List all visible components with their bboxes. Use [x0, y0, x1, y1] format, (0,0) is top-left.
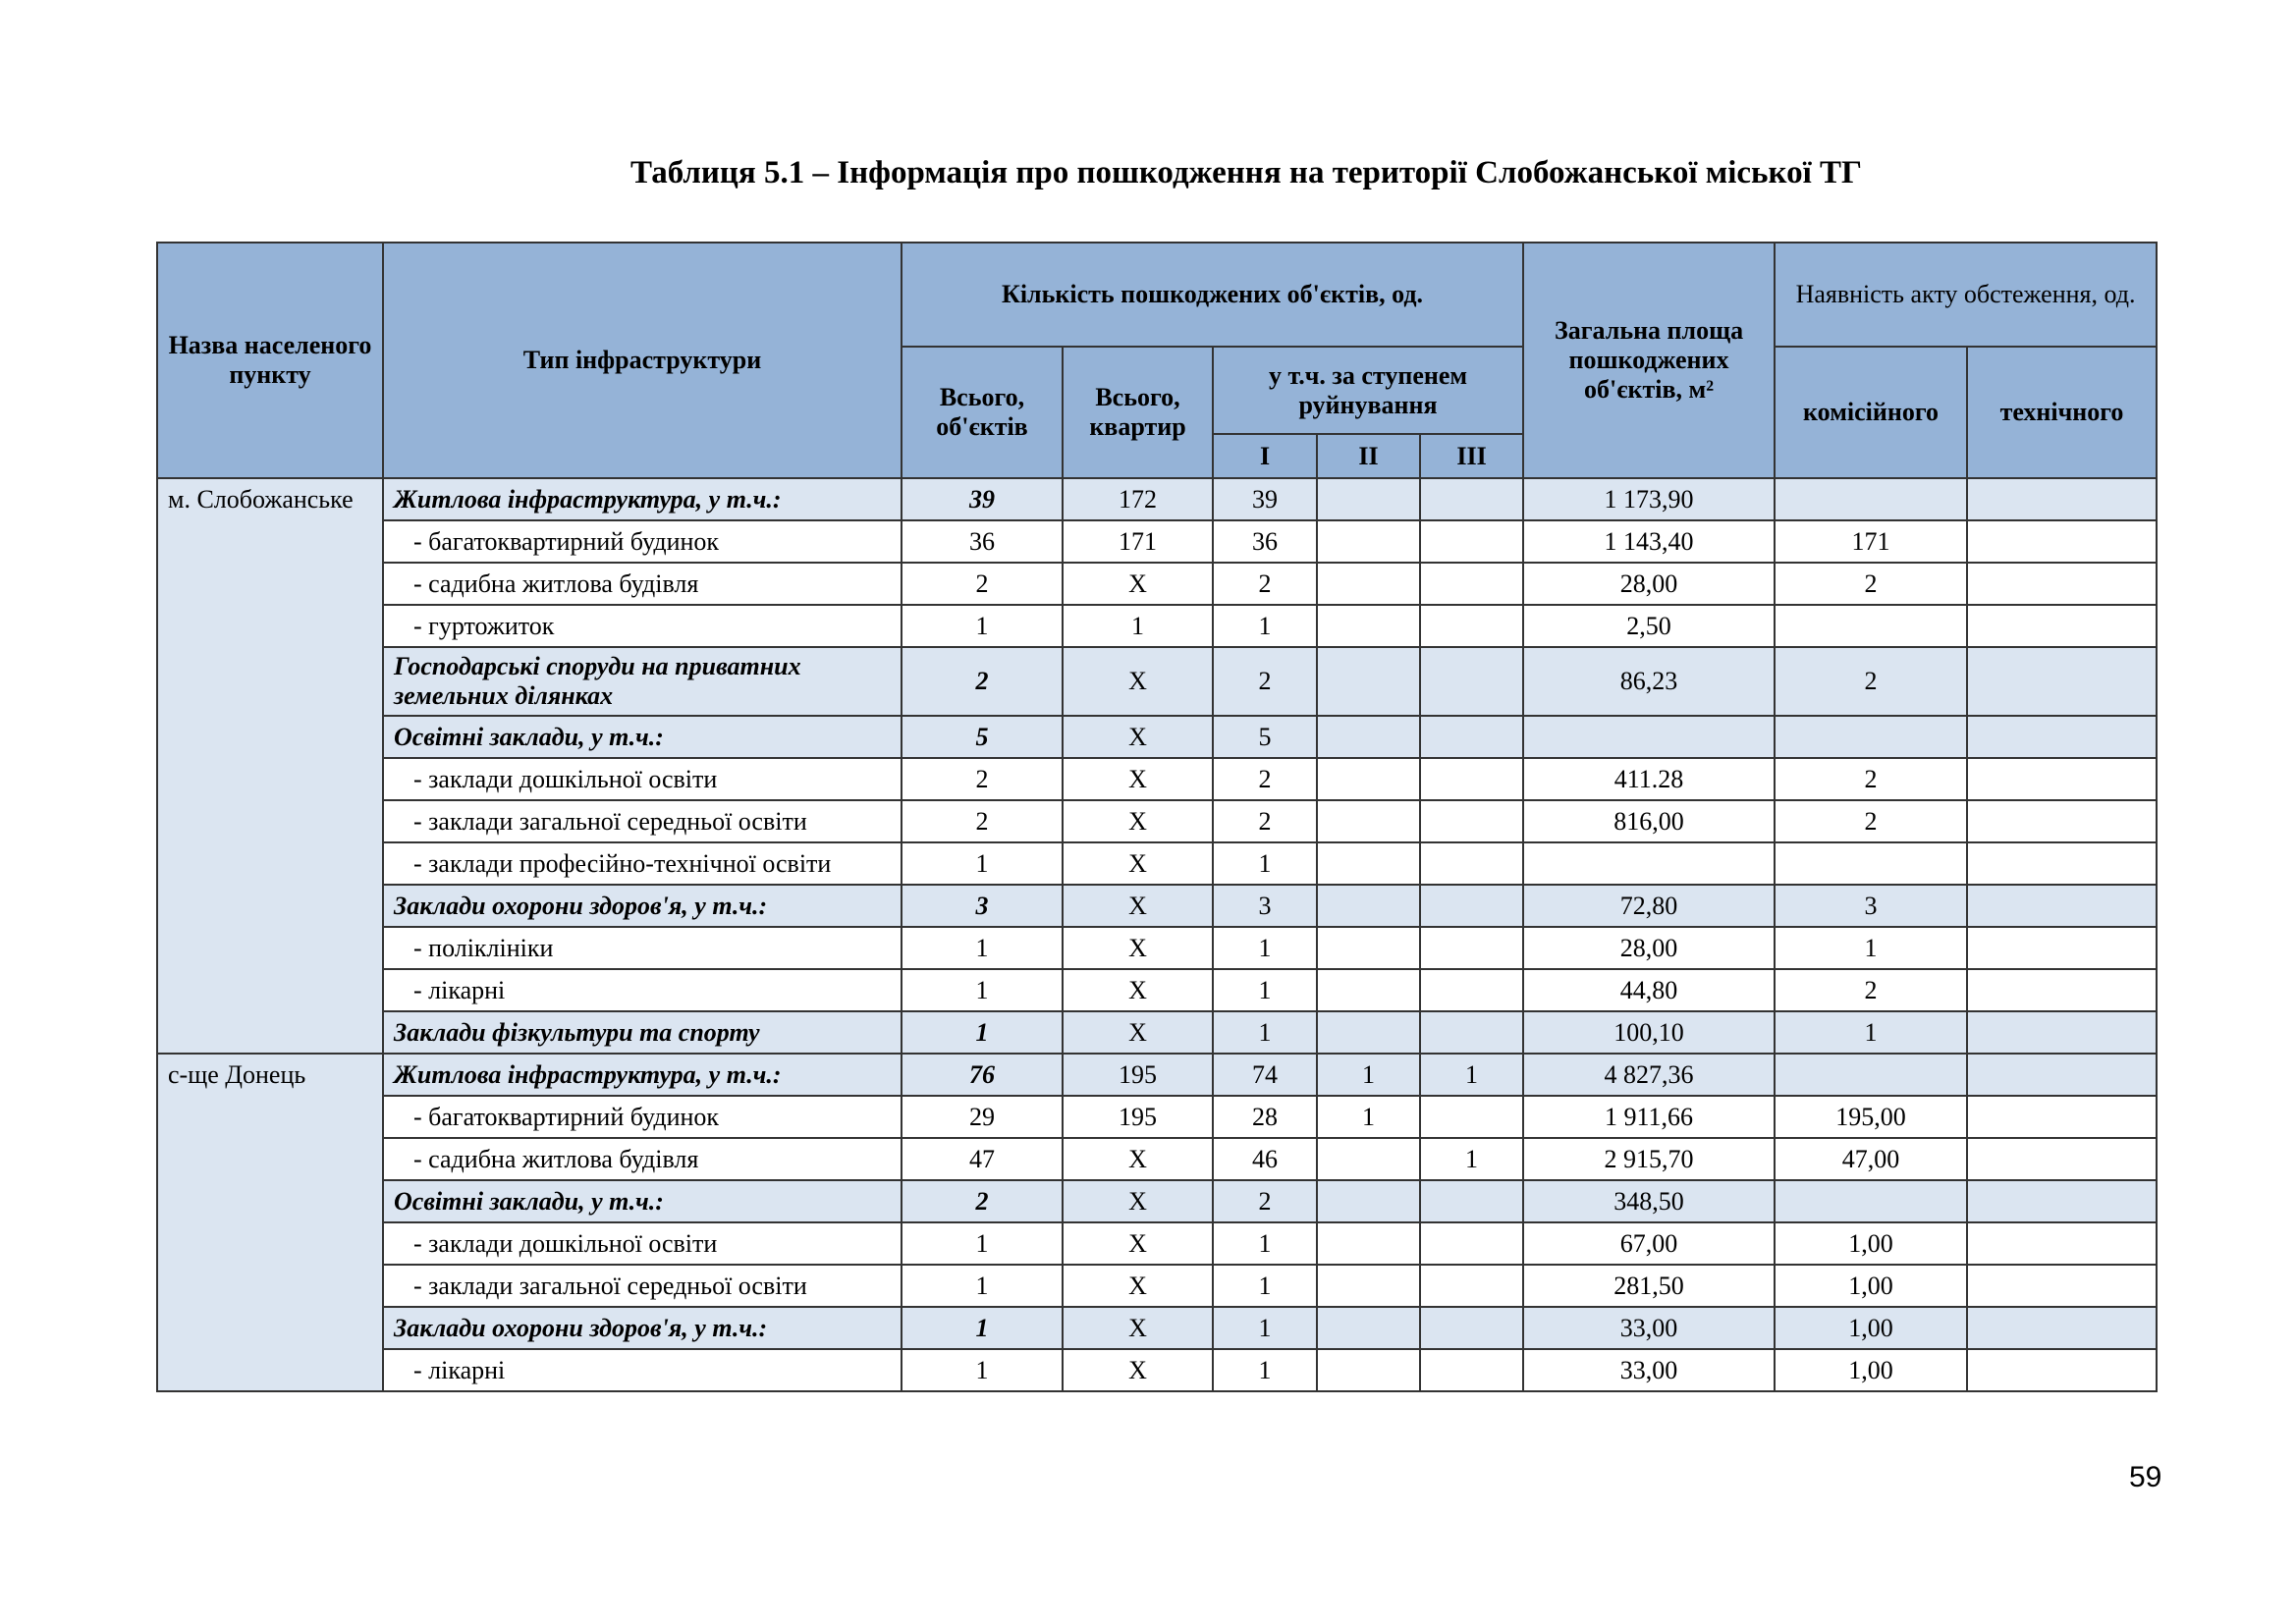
cell-commission: 2: [1775, 563, 1967, 605]
cell-d1: 2: [1213, 1180, 1317, 1222]
cell-d3: [1420, 520, 1523, 563]
cell-apartments: Х: [1063, 1138, 1213, 1180]
cell-technical: [1967, 1307, 2157, 1349]
cell-area: [1523, 842, 1775, 885]
cell-technical: [1967, 842, 2157, 885]
cell-d2: [1317, 969, 1420, 1011]
cell-d2: [1317, 1222, 1420, 1265]
cell-technical: [1967, 647, 2157, 716]
cell-d1: 1: [1213, 1222, 1317, 1265]
infrastructure-type: Житлова інфраструктура, у т.ч.:: [383, 1054, 902, 1096]
cell-commission: 1,00: [1775, 1265, 1967, 1307]
cell-d3: [1420, 758, 1523, 800]
cell-d1: 2: [1213, 647, 1317, 716]
infrastructure-type: Заклади охорони здоров'я, у т.ч.:: [383, 1307, 902, 1349]
table-row: [157, 1222, 2157, 1265]
cell-d2: [1317, 885, 1420, 927]
cell-apartments: Х: [1063, 1180, 1213, 1222]
cell-total: 1: [902, 927, 1063, 969]
cell-apartments: Х: [1063, 1222, 1213, 1265]
cell-area: 411.28: [1523, 758, 1775, 800]
table-row: [157, 1138, 2157, 1180]
cell-d2: [1317, 927, 1420, 969]
cell-area: 28,00: [1523, 563, 1775, 605]
cell-total: 1: [902, 1222, 1063, 1265]
table-row: [157, 1054, 2157, 1096]
cell-d1: 74: [1213, 1054, 1317, 1096]
infrastructure-type: - садибна житлова будівля: [383, 1138, 902, 1180]
cell-technical: [1967, 478, 2157, 520]
infrastructure-type: - багатоквартирний будинок: [383, 1096, 902, 1138]
cell-apartments: Х: [1063, 1011, 1213, 1054]
header-degree-group: у т.ч. за ступенем руйнування: [1213, 347, 1523, 434]
cell-total: 1: [902, 1011, 1063, 1054]
cell-technical: [1967, 1349, 2157, 1391]
cell-apartments: Х: [1063, 885, 1213, 927]
cell-d2: [1317, 1180, 1420, 1222]
cell-commission: [1775, 605, 1967, 647]
cell-commission: [1775, 478, 1967, 520]
cell-d2: [1317, 520, 1420, 563]
cell-d1: 5: [1213, 716, 1317, 758]
cell-total: 2: [902, 647, 1063, 716]
cell-d2: 1: [1317, 1096, 1420, 1138]
cell-d1: 1: [1213, 842, 1317, 885]
cell-technical: [1967, 716, 2157, 758]
cell-d3: [1420, 969, 1523, 1011]
header-area: Загальна площа пошкоджених об'єктів, м²: [1523, 243, 1775, 478]
cell-d1: 1: [1213, 1349, 1317, 1391]
cell-apartments: Х: [1063, 647, 1213, 716]
cell-d2: [1317, 1307, 1420, 1349]
cell-total: 1: [902, 969, 1063, 1011]
damage-table: [156, 242, 2158, 1392]
cell-technical: [1967, 758, 2157, 800]
header-total-objects: Всього, об'єктів: [902, 347, 1063, 478]
cell-technical: [1967, 605, 2157, 647]
cell-total: 1: [902, 1349, 1063, 1391]
cell-technical: [1967, 1265, 2157, 1307]
cell-area: 281,50: [1523, 1265, 1775, 1307]
cell-technical: [1967, 927, 2157, 969]
table-row: [157, 758, 2157, 800]
infrastructure-type: - заклади загальної середньої освіти: [383, 800, 902, 842]
cell-commission: 2: [1775, 647, 1967, 716]
cell-total: 1: [902, 605, 1063, 647]
header-act-commission: комісійного: [1775, 347, 1967, 478]
cell-area: 1 143,40: [1523, 520, 1775, 563]
cell-d2: [1317, 716, 1420, 758]
header-type: Тип інфраструктури: [383, 243, 902, 478]
cell-commission: 1: [1775, 1011, 1967, 1054]
cell-area: 1 173,90: [1523, 478, 1775, 520]
cell-d3: [1420, 1222, 1523, 1265]
header-settlement: Назва населеного пункту: [157, 243, 383, 478]
cell-area: 33,00: [1523, 1349, 1775, 1391]
cell-area: 2 915,70: [1523, 1138, 1775, 1180]
cell-d3: [1420, 1349, 1523, 1391]
table-row: [157, 842, 2157, 885]
cell-d1: 1: [1213, 1307, 1317, 1349]
cell-total: 36: [902, 520, 1063, 563]
infrastructure-type: - багатоквартирний будинок: [383, 520, 902, 563]
cell-d3: [1420, 1265, 1523, 1307]
cell-technical: [1967, 563, 2157, 605]
cell-commission: 1,00: [1775, 1349, 1967, 1391]
table-row: [157, 605, 2157, 647]
cell-total: 2: [902, 800, 1063, 842]
page-number: 59: [2129, 1461, 2162, 1493]
table-row: [157, 927, 2157, 969]
cell-area: 86,23: [1523, 647, 1775, 716]
infrastructure-type: - гуртожиток: [383, 605, 902, 647]
cell-commission: 47,00: [1775, 1138, 1967, 1180]
infrastructure-type: - заклади дошкільної освіти: [383, 1222, 902, 1265]
table-row: [157, 1180, 2157, 1222]
cell-commission: 1: [1775, 927, 1967, 969]
cell-commission: 3: [1775, 885, 1967, 927]
cell-area: 2,50: [1523, 605, 1775, 647]
cell-d3: [1420, 800, 1523, 842]
cell-technical: [1967, 1054, 2157, 1096]
cell-commission: 2: [1775, 969, 1967, 1011]
cell-total: 1: [902, 1265, 1063, 1307]
cell-d1: 2: [1213, 800, 1317, 842]
header-degree-1: І: [1213, 434, 1317, 478]
cell-d1: 28: [1213, 1096, 1317, 1138]
cell-total: 39: [902, 478, 1063, 520]
table-row: [157, 1096, 2157, 1138]
cell-apartments: Х: [1063, 1265, 1213, 1307]
infrastructure-type: Заклади фізкультури та спорту: [383, 1011, 902, 1054]
cell-area: 816,00: [1523, 800, 1775, 842]
table-row: [157, 969, 2157, 1011]
cell-d1: 1: [1213, 1011, 1317, 1054]
cell-commission: 2: [1775, 758, 1967, 800]
cell-total: 5: [902, 716, 1063, 758]
table-row: [157, 800, 2157, 842]
cell-d2: [1317, 478, 1420, 520]
cell-d1: 1: [1213, 927, 1317, 969]
cell-apartments: 1: [1063, 605, 1213, 647]
table-row: [157, 563, 2157, 605]
settlement-name: с-ще Донець: [157, 1054, 383, 1391]
table-title: Таблиця 5.1 – Інформація про пошкодження на території Слобожанської міської ТГ: [630, 155, 1862, 190]
cell-d1: 2: [1213, 758, 1317, 800]
infrastructure-type: - садибна житлова будівля: [383, 563, 902, 605]
table-row: [157, 885, 2157, 927]
cell-apartments: Х: [1063, 716, 1213, 758]
cell-commission: [1775, 716, 1967, 758]
header-degree-2: ІІ: [1317, 434, 1420, 478]
cell-area: 72,80: [1523, 885, 1775, 927]
cell-d2: [1317, 842, 1420, 885]
cell-d2: [1317, 1349, 1420, 1391]
infrastructure-type: Освітні заклади, у т.ч.:: [383, 1180, 902, 1222]
cell-d1: 1: [1213, 1265, 1317, 1307]
cell-apartments: Х: [1063, 563, 1213, 605]
cell-total: 2: [902, 563, 1063, 605]
infrastructure-type: - лікарні: [383, 969, 902, 1011]
cell-technical: [1967, 885, 2157, 927]
cell-apartments: Х: [1063, 758, 1213, 800]
cell-commission: [1775, 1180, 1967, 1222]
cell-d2: [1317, 1265, 1420, 1307]
cell-area: 1 911,66: [1523, 1096, 1775, 1138]
cell-d1: 1: [1213, 969, 1317, 1011]
cell-d3: [1420, 478, 1523, 520]
cell-commission: 2: [1775, 800, 1967, 842]
cell-apartments: Х: [1063, 1349, 1213, 1391]
table-row: [157, 478, 2157, 520]
cell-d1: 39: [1213, 478, 1317, 520]
cell-d2: [1317, 605, 1420, 647]
cell-d3: [1420, 885, 1523, 927]
infrastructure-type: Заклади охорони здоров'я, у т.ч.:: [383, 885, 902, 927]
cell-apartments: 172: [1063, 478, 1213, 520]
header-act-technical: технічного: [1967, 347, 2157, 478]
table-body: [157, 478, 2157, 1391]
table-row: [157, 1265, 2157, 1307]
cell-commission: 195,00: [1775, 1096, 1967, 1138]
cell-apartments: 171: [1063, 520, 1213, 563]
cell-technical: [1967, 1138, 2157, 1180]
cell-apartments: 195: [1063, 1054, 1213, 1096]
infrastructure-type: - лікарні: [383, 1349, 902, 1391]
cell-total: 47: [902, 1138, 1063, 1180]
table-row: [157, 647, 2157, 716]
infrastructure-type: - заклади професійно-технічної освіти: [383, 842, 902, 885]
table-row: [157, 520, 2157, 563]
cell-d3: [1420, 563, 1523, 605]
cell-area: 33,00: [1523, 1307, 1775, 1349]
infrastructure-type: - заклади загальної середньої освіти: [383, 1265, 902, 1307]
cell-total: 2: [902, 758, 1063, 800]
cell-d2: [1317, 800, 1420, 842]
header-degree-3: ІІІ: [1420, 434, 1523, 478]
cell-d2: 1: [1317, 1054, 1420, 1096]
cell-area: 67,00: [1523, 1222, 1775, 1265]
cell-d3: [1420, 842, 1523, 885]
header-act-group: Наявність акту обстеження, од.: [1775, 243, 2157, 347]
cell-area: 28,00: [1523, 927, 1775, 969]
cell-total: 1: [902, 842, 1063, 885]
cell-commission: [1775, 1054, 1967, 1096]
infrastructure-type: Житлова інфраструктура, у т.ч.:: [383, 478, 902, 520]
cell-technical: [1967, 1222, 2157, 1265]
cell-commission: [1775, 842, 1967, 885]
cell-total: 3: [902, 885, 1063, 927]
header-count-group: Кількість пошкоджених об'єктів, од.: [902, 243, 1523, 347]
cell-d2: [1317, 563, 1420, 605]
cell-commission: 171: [1775, 520, 1967, 563]
table-row: [157, 1349, 2157, 1391]
cell-apartments: Х: [1063, 842, 1213, 885]
cell-technical: [1967, 800, 2157, 842]
cell-d2: [1317, 1011, 1420, 1054]
cell-total: 1: [902, 1307, 1063, 1349]
cell-d1: 1: [1213, 605, 1317, 647]
table-row: [157, 1307, 2157, 1349]
cell-apartments: Х: [1063, 800, 1213, 842]
cell-commission: 1,00: [1775, 1222, 1967, 1265]
cell-area: 348,50: [1523, 1180, 1775, 1222]
cell-d3: [1420, 716, 1523, 758]
cell-d2: [1317, 1138, 1420, 1180]
infrastructure-type: - заклади дошкільної освіти: [383, 758, 902, 800]
table-header: [157, 243, 2157, 478]
cell-technical: [1967, 1096, 2157, 1138]
cell-d3: [1420, 605, 1523, 647]
cell-technical: [1967, 1180, 2157, 1222]
cell-technical: [1967, 969, 2157, 1011]
cell-d1: 2: [1213, 563, 1317, 605]
cell-d3: [1420, 1180, 1523, 1222]
cell-d3: [1420, 1307, 1523, 1349]
cell-d3: [1420, 1096, 1523, 1138]
cell-area: [1523, 716, 1775, 758]
cell-total: 2: [902, 1180, 1063, 1222]
infrastructure-type: Освітні заклади, у т.ч.:: [383, 716, 902, 758]
cell-d3: 1: [1420, 1138, 1523, 1180]
cell-area: 100,10: [1523, 1011, 1775, 1054]
cell-d3: [1420, 647, 1523, 716]
table-row: [157, 1011, 2157, 1054]
cell-technical: [1967, 520, 2157, 563]
table-row: [157, 716, 2157, 758]
cell-apartments: 195: [1063, 1096, 1213, 1138]
cell-area: 44,80: [1523, 969, 1775, 1011]
infrastructure-type: Господарські споруди на приватних земельних ділянках: [383, 647, 902, 716]
cell-technical: [1967, 1011, 2157, 1054]
cell-total: 76: [902, 1054, 1063, 1096]
cell-commission: 1,00: [1775, 1307, 1967, 1349]
cell-d1: 46: [1213, 1138, 1317, 1180]
cell-d3: [1420, 1011, 1523, 1054]
cell-d2: [1317, 758, 1420, 800]
cell-d2: [1317, 647, 1420, 716]
cell-d1: 3: [1213, 885, 1317, 927]
cell-apartments: Х: [1063, 927, 1213, 969]
cell-d3: [1420, 927, 1523, 969]
cell-d1: 36: [1213, 520, 1317, 563]
settlement-name: м. Слобожанське: [157, 478, 383, 1054]
cell-apartments: Х: [1063, 969, 1213, 1011]
cell-total: 29: [902, 1096, 1063, 1138]
cell-apartments: Х: [1063, 1307, 1213, 1349]
infrastructure-type: - поліклініки: [383, 927, 902, 969]
cell-d3: 1: [1420, 1054, 1523, 1096]
header-total-apartments: Всього, квартир: [1063, 347, 1213, 478]
cell-area: 4 827,36: [1523, 1054, 1775, 1096]
